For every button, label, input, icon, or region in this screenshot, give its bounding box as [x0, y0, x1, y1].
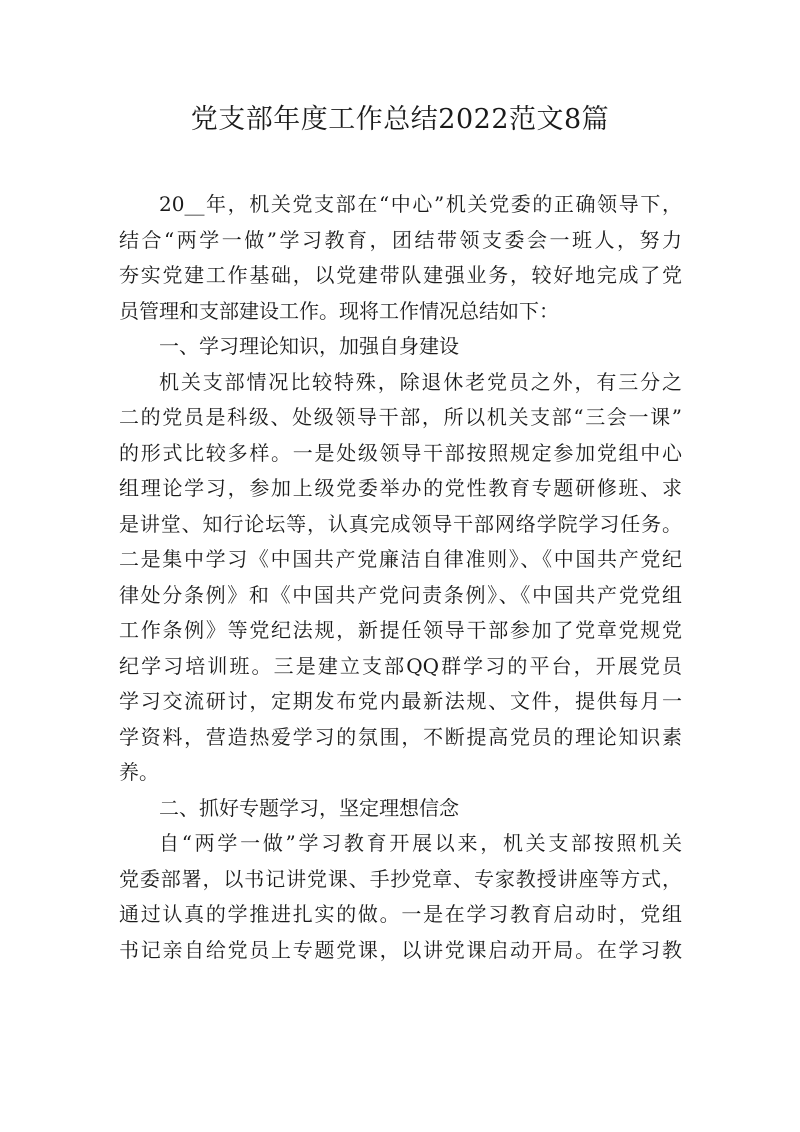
- paragraph-line: 养。: [119, 760, 159, 784]
- paragraph-line: 组理论学习，参加上级党委举办的党性教育专题研修班、求: [119, 476, 682, 500]
- paragraph-line: 员管理和支部建设工作。现将工作情况总结如下：: [119, 298, 559, 323]
- paragraph-line: 20__年，机关党支部在“中心”机关党委的正确领导下，: [159, 192, 682, 216]
- paragraph-line: 书记亲自给党员上专题党课，以讲党课启动开局。在学习教: [119, 937, 682, 962]
- paragraph-line: 的形式比较多样。一是处级领导干部按照规定参加党组中心: [119, 440, 682, 465]
- document-body: [119, 187, 682, 968]
- paragraph-line: 自“两学一做”学习教育开展以来，机关支部按照机关: [159, 831, 682, 855]
- paragraph-line: 二的党员是科级、处级领导干部，所以机关支部“三会一课”: [119, 405, 682, 429]
- paragraph-line: 学习交流研讨，定期发布党内最新法规、文件，提供每月一: [119, 689, 682, 713]
- paragraph-line: 工作条例》等党纪法规，新提任领导干部参加了党章党规党: [119, 618, 682, 642]
- document-title: 党支部年度工作总结2022范文8篇: [190, 104, 610, 135]
- paragraph-line: 是讲堂、知行论坛等，认真完成领导干部网络学院学习任务。: [119, 511, 682, 536]
- paragraph-line: 夯实党建工作基础，以党建带队建强业务，较好地完成了党: [119, 263, 682, 287]
- paragraph-line: 党委部署，以书记讲党课、手抄党章、专家教授讲座等方式，: [119, 866, 682, 891]
- paragraph-line: 二是集中学习《中国共产党廉洁自律准则》、《中国共产党纪: [119, 547, 682, 571]
- paragraph-line: 机关支部情况比较特殊，除退休老党员之外，有三分之: [159, 369, 682, 394]
- section-heading-1: 一、学习理论知识，加强自身建设: [159, 334, 459, 358]
- paragraph-line: 学资料，营造热爱学习的氛围，不断提高党员的理论知识素: [119, 724, 682, 749]
- paragraph-line: 结合“两学一做”学习教育，团结带领支委会一班人，努力: [119, 227, 682, 252]
- paragraph-line: 律处分条例》和《中国共产党问责条例》、《中国共产党党组: [119, 582, 682, 607]
- paragraph-line: 纪学习培训班。三是建立支部QQ群学习的平台，开展党员: [119, 653, 682, 678]
- section-heading-2: 二、抓好专题学习，坚定理想信念: [159, 795, 459, 820]
- paragraph-line: 通过认真的学推进扎实的做。一是在学习教育启动时，党组: [119, 902, 682, 926]
